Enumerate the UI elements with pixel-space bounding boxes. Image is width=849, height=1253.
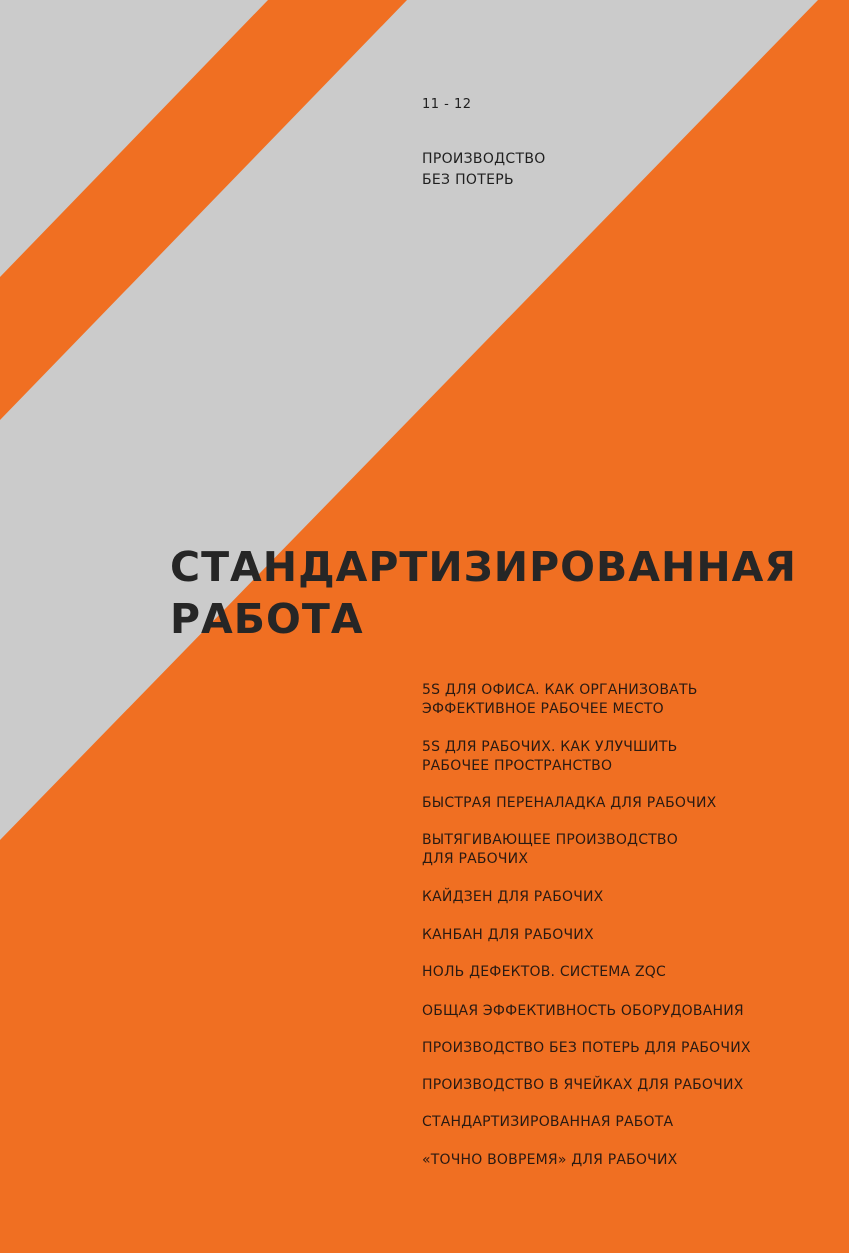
series-book-item xyxy=(422,888,832,907)
series-book-line: БЫСТРАЯ ПЕРЕНАЛАДКА ДЛЯ РАБОЧИХ xyxy=(422,795,717,811)
series-book-line: 5S ДЛЯ ОФИСА. КАК ОРГАНИЗОВАТЬ xyxy=(422,682,698,698)
book-title-line: СТАНДАРТИЗИРОВАННАЯ xyxy=(170,543,797,591)
series-book-line: ДЛЯ РАБОЧИХ xyxy=(422,851,529,867)
series-book-item xyxy=(422,681,832,719)
series-number: 11 - 12 xyxy=(422,97,472,112)
series-book-line: ПРОИЗВОДСТВО В ЯЧЕЙКАХ ДЛЯ РАБОЧИХ xyxy=(422,1077,744,1093)
series-book-item xyxy=(422,831,832,869)
series-title xyxy=(422,149,546,191)
series-book-line: ОБЩАЯ ЭФФЕКТИВНОСТЬ ОБОРУДОВАНИЯ xyxy=(422,1003,744,1019)
series-book-item xyxy=(422,926,832,945)
series-book-line: «ТОЧНО ВОВРЕМЯ» ДЛЯ РАБОЧИХ xyxy=(422,1152,678,1168)
series-book-line: ПРОИЗВОДСТВО БЕЗ ПОТЕРЬ ДЛЯ РАБОЧИХ xyxy=(422,1040,751,1056)
series-book-line: КАЙДЗЕН ДЛЯ РАБОЧИХ xyxy=(422,889,604,905)
series-book-item xyxy=(422,1039,832,1058)
series-book-line: СТАНДАРТИЗИРОВАННАЯ РАБОТА xyxy=(422,1114,674,1130)
series-book-line: КАНБАН ДЛЯ РАБОЧИХ xyxy=(422,927,594,943)
series-book-item xyxy=(422,1113,832,1132)
book-title-line: РАБОТА xyxy=(170,595,364,643)
series-book-line: НОЛЬ ДЕФЕКТОВ. СИСТЕМА ZQC xyxy=(422,964,666,980)
series-book-item xyxy=(422,1076,832,1095)
series-book-line: ВЫТЯГИВАЮЩЕЕ ПРОИЗВОДСТВО xyxy=(422,832,678,848)
series-books-list xyxy=(422,681,832,1170)
series-book-item xyxy=(422,963,832,982)
series-book-line: ЭФФЕКТИВНОЕ РАБОЧЕЕ МЕСТО xyxy=(422,701,664,717)
series-book-item xyxy=(422,1151,832,1170)
series-book-item xyxy=(422,1002,832,1021)
series-book-line: 5S ДЛЯ РАБОЧИХ. КАК УЛУЧШИТЬ xyxy=(422,739,678,755)
series-title-line: ПРОИЗВОДСТВО xyxy=(422,151,546,167)
series-book-item xyxy=(422,738,832,776)
series-title-line: БЕЗ ПОТЕРЬ xyxy=(422,172,514,188)
series-book-item xyxy=(422,794,832,813)
book-title xyxy=(170,541,797,645)
series-book-line: РАБОЧЕЕ ПРОСТРАНСТВО xyxy=(422,758,613,774)
